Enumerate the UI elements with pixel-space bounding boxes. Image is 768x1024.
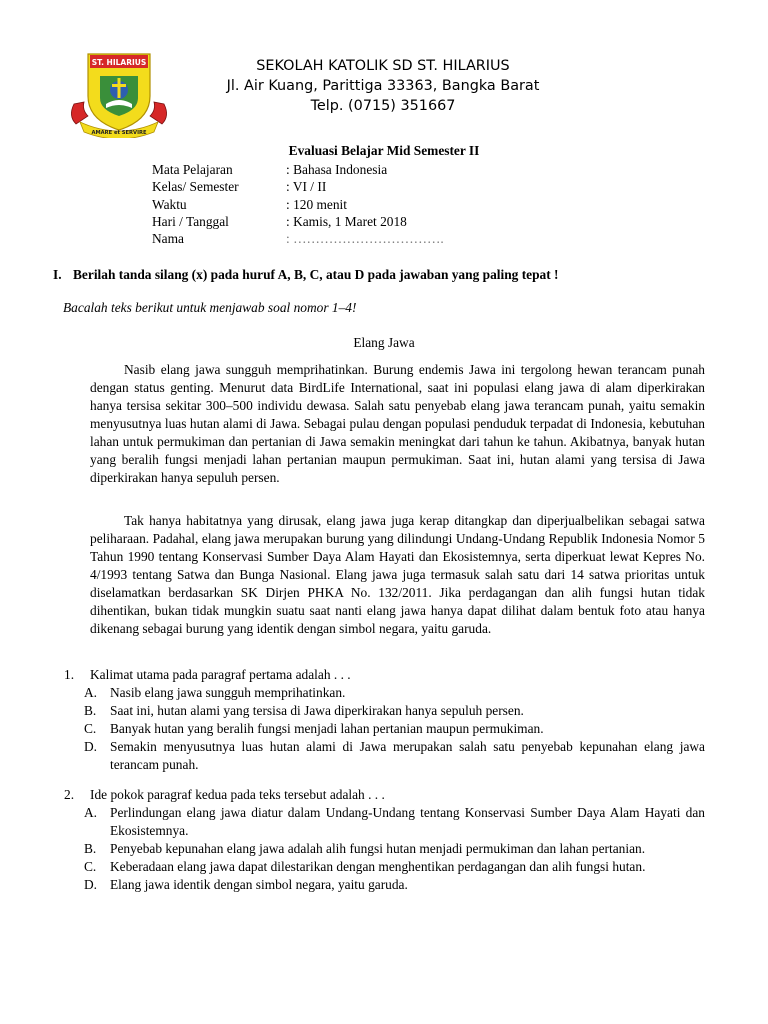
option-b[interactable] [64,840,705,858]
option-label: B. [84,841,97,856]
info-value: : 120 menit [286,196,347,212]
info-label: Mata Pelajaran [152,162,233,177]
option-label: D. [84,877,98,892]
instruction-text: Berilah tanda silang (x) pada huruf A, B, C, atau D pada jawaban yang paling tepat ! [73,267,559,282]
option-label: B. [84,703,97,718]
info-value: : Kamis, 1 Maret 2018 [286,213,407,229]
option-label: D. [84,739,98,754]
school-phone: Telp. (0715) 351667 [310,98,456,114]
info-label: Hari / Tanggal [152,213,229,229]
school-logo [66,46,172,138]
option-c[interactable] [64,720,705,738]
option-label: C. [84,859,97,874]
option-c[interactable] [64,858,705,876]
option-text: Perlindungan elang jawa diatur dalam Undang-Undang tentang Konservasi Sumber Daya Alam Hayati dan Ekosistemnya. [110,805,705,838]
option-text: Keberadaan elang jawa dapat dilestarikan dengan menghentikan perdagangan dan alih fungsi hutan. [110,859,646,874]
info-label: Waktu [152,196,187,212]
school-address: Jl. Air Kuang, Parittiga 33363, Bangka Barat [226,78,540,94]
info-label: Kelas/ Semester [152,179,239,195]
option-label: C. [84,721,97,736]
section-instruction [53,267,559,283]
name-field[interactable]: : ……………………………. [286,231,444,247]
question-2 [64,786,705,894]
question-number: 1. [64,667,75,682]
option-text: Elang jawa identik dengan simbol negara, yaitu garuda. [110,877,408,892]
option-text: Saat ini, hutan alami yang tersisa di Jawa diperkirakan hanya sepuluh persen. [110,703,524,718]
question-text: Kalimat utama pada paragraf pertama adalah . . . [90,667,351,682]
reading-note: Bacalah teks berikut untuk menjawab soal nomor 1–4! [63,300,357,315]
passage-paragraph-1: Nasib elang jawa sungguh memprihatinkan. Burung endemis Jawa ini tergolong hewan terancam punah dengan status genting. Menurut data BirdLife International, saat ini populasi elang jawa di alam diperkirakan hanya tersisa sekitar 300–500 individu dewasa. Salah satu penyebab elang jawa terancam punah, yaitu semakin menyusutnya luas hutan alami di Jawa. Sebagai pulau dengan populasi penduduk terpadat di Indonesia, kebutuhan lahan untuk permukiman dan pertanian di Jawa semakin meningkat dari tahun ke tahun. Akibatnya, banyak hutan yang beralih fungsi menjadi lahan pertanian maupun permukiman. Saat ini, hutan alami yang tersisa di Jawa diperkirakan hanya sepuluh persen. [90,362,705,485]
passage-paragraph-2: Tak hanya habitatnya yang dirusak, elang jawa juga kerap ditangkap dan diperjualbelikan sebagai satwa peliharaan. Padahal, elang jawa merupakan burung yang dilindungi Undang-Undang Republik Indonesia Nomor 5 Tahun 1990 tentang Konservasi Sumber Daya Alam Hayati dan Ekosistemnya, serta diperkuat lewat Kepres No. 4/1993 tentang Satwa dan Bunga Nasional. Elang jawa juga termasuk salah satu dari 14 satwa prioritas untuk diselamatkan berdasarkan SK Dirjen PHKA No. 132/2011. Jika perdagangan dan alih fungsi hutan tidak dihentikan, bukan tidak mungkin suatu saat nanti elang jawa hanya dapat dilihat dalam bentuk foto atau hanya dikenang sebagai burung yang identik dengan simbol negara, yaitu garuda. [90,513,705,636]
info-value: : VI / II [286,179,327,195]
question-text: Ide pokok paragraf kedua pada teks tersebut adalah . . . [90,787,385,802]
logo-top-text: ST. HILARIUS [91,58,147,67]
option-text: Semakin menyusutnya luas hutan alami di Jawa merupakan salah satu penyebab kepunahan elang jawa terancam punah. [110,739,705,772]
school-header [180,56,586,116]
option-text: Nasib elang jawa sungguh memprihatinkan. [110,685,346,700]
section-number: I. [53,267,62,282]
passage-title: Elang Jawa [353,335,415,350]
option-d[interactable] [64,876,705,894]
option-text: Banyak hutan yang beralih fungsi menjadi lahan pertanian maupun permukiman. [110,721,544,736]
info-label: Nama [152,231,184,247]
option-a[interactable] [64,684,705,702]
logo-bottom-text: AMARE et SERVIRE [91,130,147,136]
option-label: A. [84,805,98,820]
option-b[interactable] [64,702,705,720]
option-d[interactable] [64,738,705,774]
info-value: : Bahasa Indonesia [286,162,388,177]
school-name: SEKOLAH KATOLIK SD ST. HILARIUS [256,58,510,74]
option-a[interactable] [64,804,705,840]
option-label: A. [84,685,98,700]
exam-title: Evaluasi Belajar Mid Semester II [288,143,480,158]
question-number: 2. [64,787,75,802]
option-text: Penyebab kepunahan elang jawa adalah alih fungsi hutan menjadi permukiman dan lahan pertanian. [110,841,646,856]
question-1 [64,666,705,774]
